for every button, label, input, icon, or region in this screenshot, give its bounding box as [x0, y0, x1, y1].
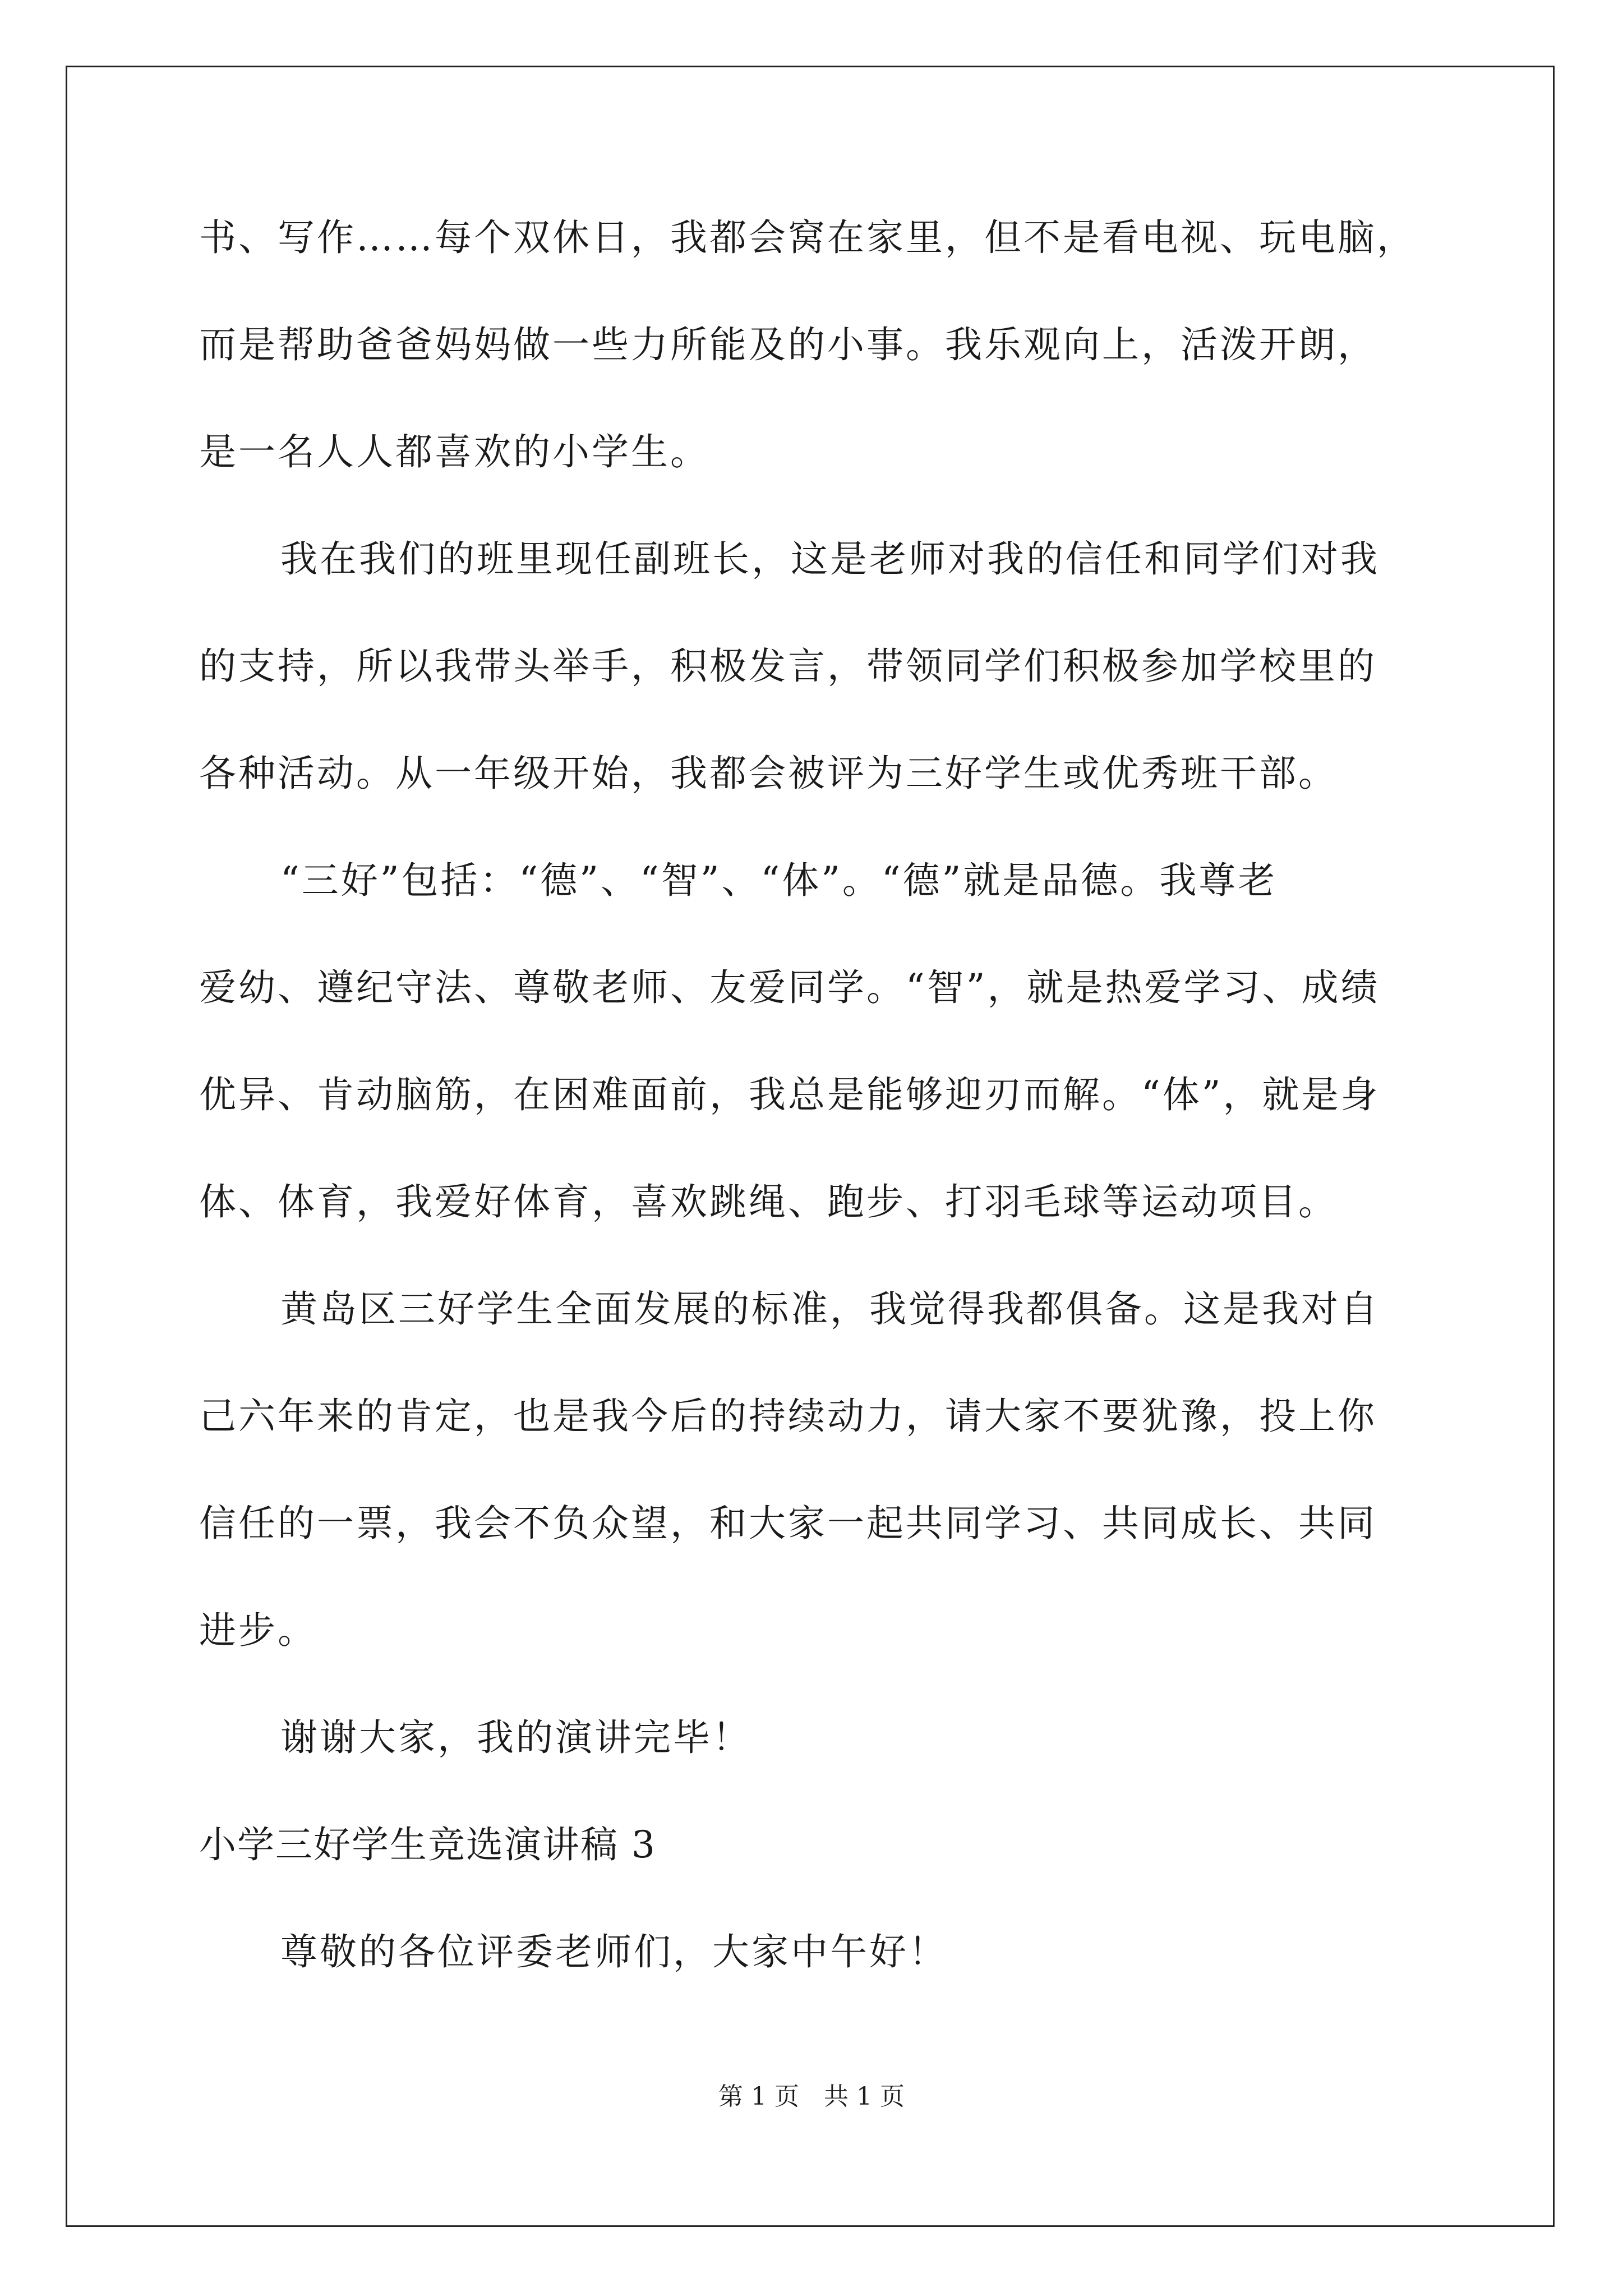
paragraph-4-line-4: 进步。: [199, 1609, 317, 1652]
paragraph-3-line-3: 优异、肯动脑筋，在困难面前，我总是能够迎刃而解。“体”，就是身: [199, 1073, 1380, 1116]
paragraph-1-line-2: 而是帮助爸爸妈妈做一些力所能及的小事。我乐观向上，活泼开朗，: [199, 323, 1377, 366]
page-number-footer: 第 1 页 共 1 页: [718, 2082, 905, 2111]
paragraph-4-line-1: 黄岛区三好学生全面发展的标准，我觉得我都俱备。这是我对自: [280, 1287, 1380, 1331]
section-heading: 小学三好学生竞选演讲稿 3: [199, 1823, 656, 1866]
paragraph-2-line-2: 的支持，所以我带头举手，积极发言，带领同学们积极参加学校里的: [199, 645, 1377, 688]
page-frame: [66, 66, 1555, 2227]
paragraph-2-line-1: 我在我们的班里现任副班长，这是老师对我的信任和同学们对我: [280, 537, 1380, 581]
paragraph-3-line-4: 体、体育，我爱好体育，喜欢跳绳、跑步、打羽毛球等运动项目。: [199, 1180, 1338, 1223]
paragraph-4-line-2: 己六年来的肯定，也是我今后的持续动力，请大家不要犹豫，投上你: [199, 1395, 1377, 1438]
paragraph-2-line-3: 各种活动。从一年级开始，我都会被评为三好学生或优秀班干部。: [199, 752, 1338, 795]
paragraph-3-line-1: “三好”包括：“德”、“智”、“体”。“德”就是品德。我尊老: [280, 859, 1278, 902]
paragraph-3-line-2: 爱幼、遵纪守法、尊敬老师、友爱同学。“智”，就是热爱学习、成绩: [199, 966, 1380, 1009]
paragraph-1-line-3: 是一名人人都喜欢的小学生。: [199, 430, 709, 473]
paragraph-4-line-3: 信任的一票，我会不负众望，和大家一起共同学习、共同成长、共同: [199, 1502, 1377, 1545]
paragraph-1-line-1: 书、写作……每个双休日，我都会窝在家里，但不是看电视、玩电脑，: [199, 216, 1416, 259]
paragraph-5-line-1: 谢谢大家，我的演讲完毕！: [280, 1716, 751, 1759]
greeting-line: 尊敬的各位评委老师们，大家中午好！: [280, 1930, 948, 1973]
